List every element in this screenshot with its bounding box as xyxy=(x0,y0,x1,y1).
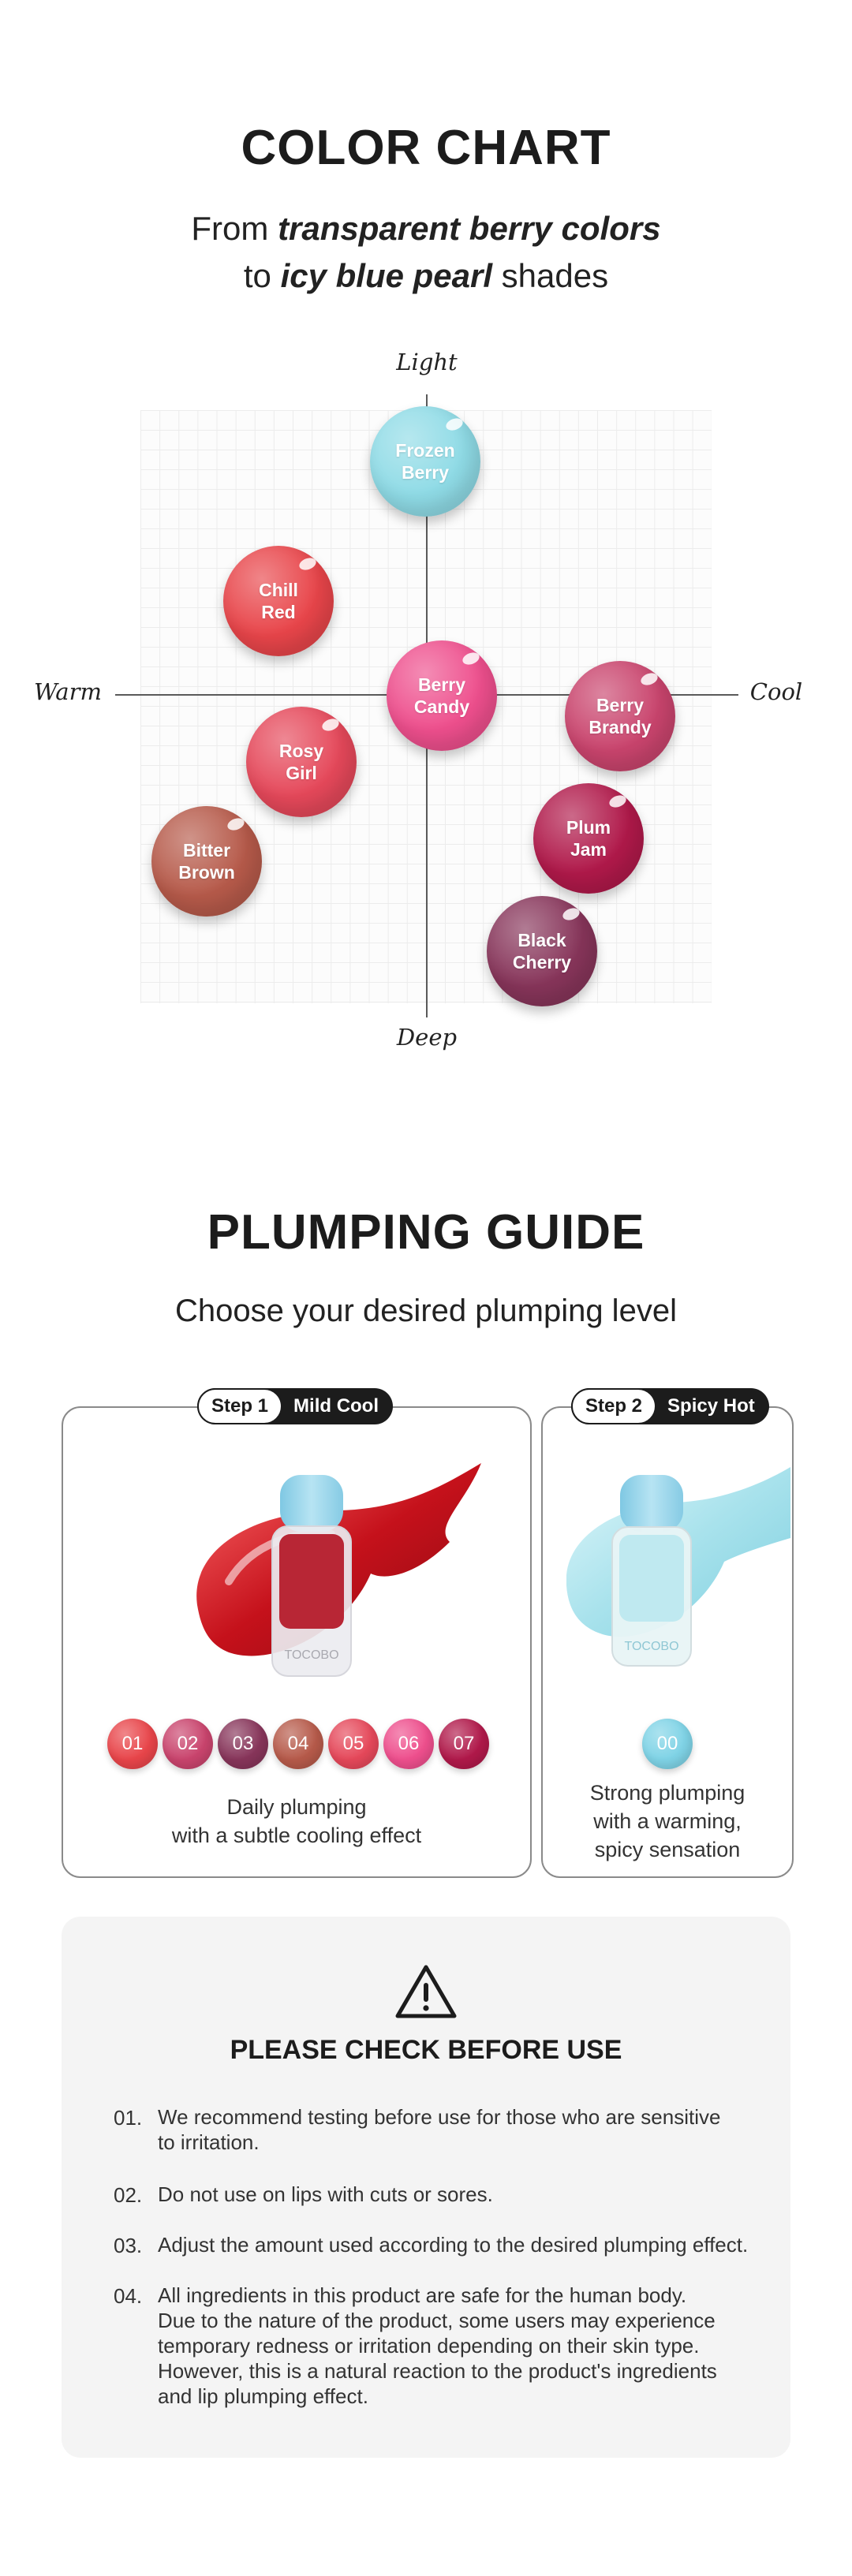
shade-bubble-berry-candy xyxy=(387,640,497,751)
note-number: 02. xyxy=(114,2183,143,2207)
shade-bubble-plum-jam xyxy=(533,783,644,894)
plumping-guide-title: PLUMPING GUIDE xyxy=(207,1205,645,1260)
axis-label-light: Light xyxy=(396,349,458,375)
shade-name: Plum Jam xyxy=(566,817,611,860)
shade-dot-07 xyxy=(439,1719,489,1769)
note-number: 01. xyxy=(114,2106,143,2130)
shade-dot-number: 02 xyxy=(177,1733,199,1754)
shade-name: Rosy Girl xyxy=(278,741,324,783)
subtitle-line-2 xyxy=(0,252,852,300)
shade-bubble-black-cherry xyxy=(487,896,597,1006)
shade-name: Berry Candy xyxy=(413,674,470,717)
shade-dot-04 xyxy=(273,1719,323,1769)
shade-bubble-bitter-brown xyxy=(151,806,262,917)
shade-dot-number: 00 xyxy=(656,1733,678,1754)
axis-label-cool: Cool xyxy=(749,678,803,705)
spicy-hot-product-image xyxy=(566,1467,790,1672)
note-number: 04. xyxy=(114,2284,143,2308)
step1-name: Mild Cool xyxy=(293,1395,379,1417)
subtitle-emphasis-1: transparent berry colors xyxy=(278,210,661,247)
note-text: We recommend testing before use for those who are sensitive to irritation. xyxy=(158,2105,721,2154)
shade-name: Berry Brandy xyxy=(589,695,652,737)
plumping-guide-subtitle: Choose your desired plumping level xyxy=(175,1294,677,1328)
note-text: Adjust the amount used according to the desired plumping effect. xyxy=(158,2233,749,2257)
shade-bubble-berry-brandy xyxy=(565,661,675,771)
subtitle-prefix-2: to xyxy=(243,257,281,294)
step2-description: Strong plumping with a warming, spicy sensation xyxy=(589,1781,746,1861)
shade-dot-number: 07 xyxy=(453,1733,475,1754)
shade-name: Chill Red xyxy=(259,580,298,622)
note-text: Do not use on lips with cuts or sores. xyxy=(158,2182,493,2206)
subtitle-prefix-1: From xyxy=(191,210,278,247)
axis-label-deep: Deep xyxy=(396,1024,458,1051)
step2-label: Step 2 xyxy=(571,1388,656,1424)
shade-dot-number: 05 xyxy=(342,1733,364,1754)
shade-dot-03 xyxy=(218,1719,268,1769)
check-title: PLEASE CHECK BEFORE USE xyxy=(230,2035,622,2065)
shade-dot-number: 06 xyxy=(398,1733,420,1754)
shade-dot-06 xyxy=(383,1719,434,1769)
step2-name: Spicy Hot xyxy=(667,1395,755,1417)
step2-pill xyxy=(571,1388,769,1424)
shade-bubble-rosy-girl xyxy=(246,707,357,817)
step1-description: Daily plumping with a subtle cooling effect xyxy=(171,1795,422,1847)
shade-dot-number: 01 xyxy=(121,1733,144,1754)
shade-dot-02 xyxy=(163,1719,213,1769)
product-brand-text: TOCOBO xyxy=(624,1640,679,1653)
subtitle-emphasis-2: icy blue pearl xyxy=(280,257,493,294)
note-text: All ingredients in this product are safe for the human body. Due to the nature of the product, some users may experience temporary redness or irritation depending on their skin type. However, this is a natural reaction to the product's ingredients and lip plumping effect. xyxy=(158,2283,717,2408)
step2-card xyxy=(541,1406,794,1878)
subtitle-line-1 xyxy=(0,205,852,252)
shade-dot-00 xyxy=(642,1719,693,1769)
shade-name: Black Cherry xyxy=(512,930,572,973)
shade-bubble-frozen-berry xyxy=(370,406,480,517)
mild-cool-product-image xyxy=(181,1455,497,1692)
shade-bubble-chill-red xyxy=(223,546,334,656)
shade-name: Frozen Berry xyxy=(395,440,455,483)
step1-card xyxy=(62,1406,532,1878)
color-chart-subtitle xyxy=(0,205,852,300)
step1-label: Step 1 xyxy=(197,1388,282,1424)
color-chart-title: COLOR CHART xyxy=(241,121,611,175)
shade-dot-number: 03 xyxy=(232,1733,254,1754)
check-before-use-box xyxy=(62,1917,790,2458)
shade-dot-01 xyxy=(107,1719,158,1769)
step1-pill xyxy=(197,1388,393,1424)
product-brand-text: TOCOBO xyxy=(284,1648,339,1662)
subtitle-suffix-2: shades xyxy=(492,257,609,294)
axis-label-warm: Warm xyxy=(34,678,102,705)
shade-dot-05 xyxy=(328,1719,379,1769)
note-number: 03. xyxy=(114,2234,143,2257)
shade-name: Bitter Brown xyxy=(178,840,235,883)
warning-icon xyxy=(394,1964,458,2019)
shade-dot-number: 04 xyxy=(287,1733,309,1754)
